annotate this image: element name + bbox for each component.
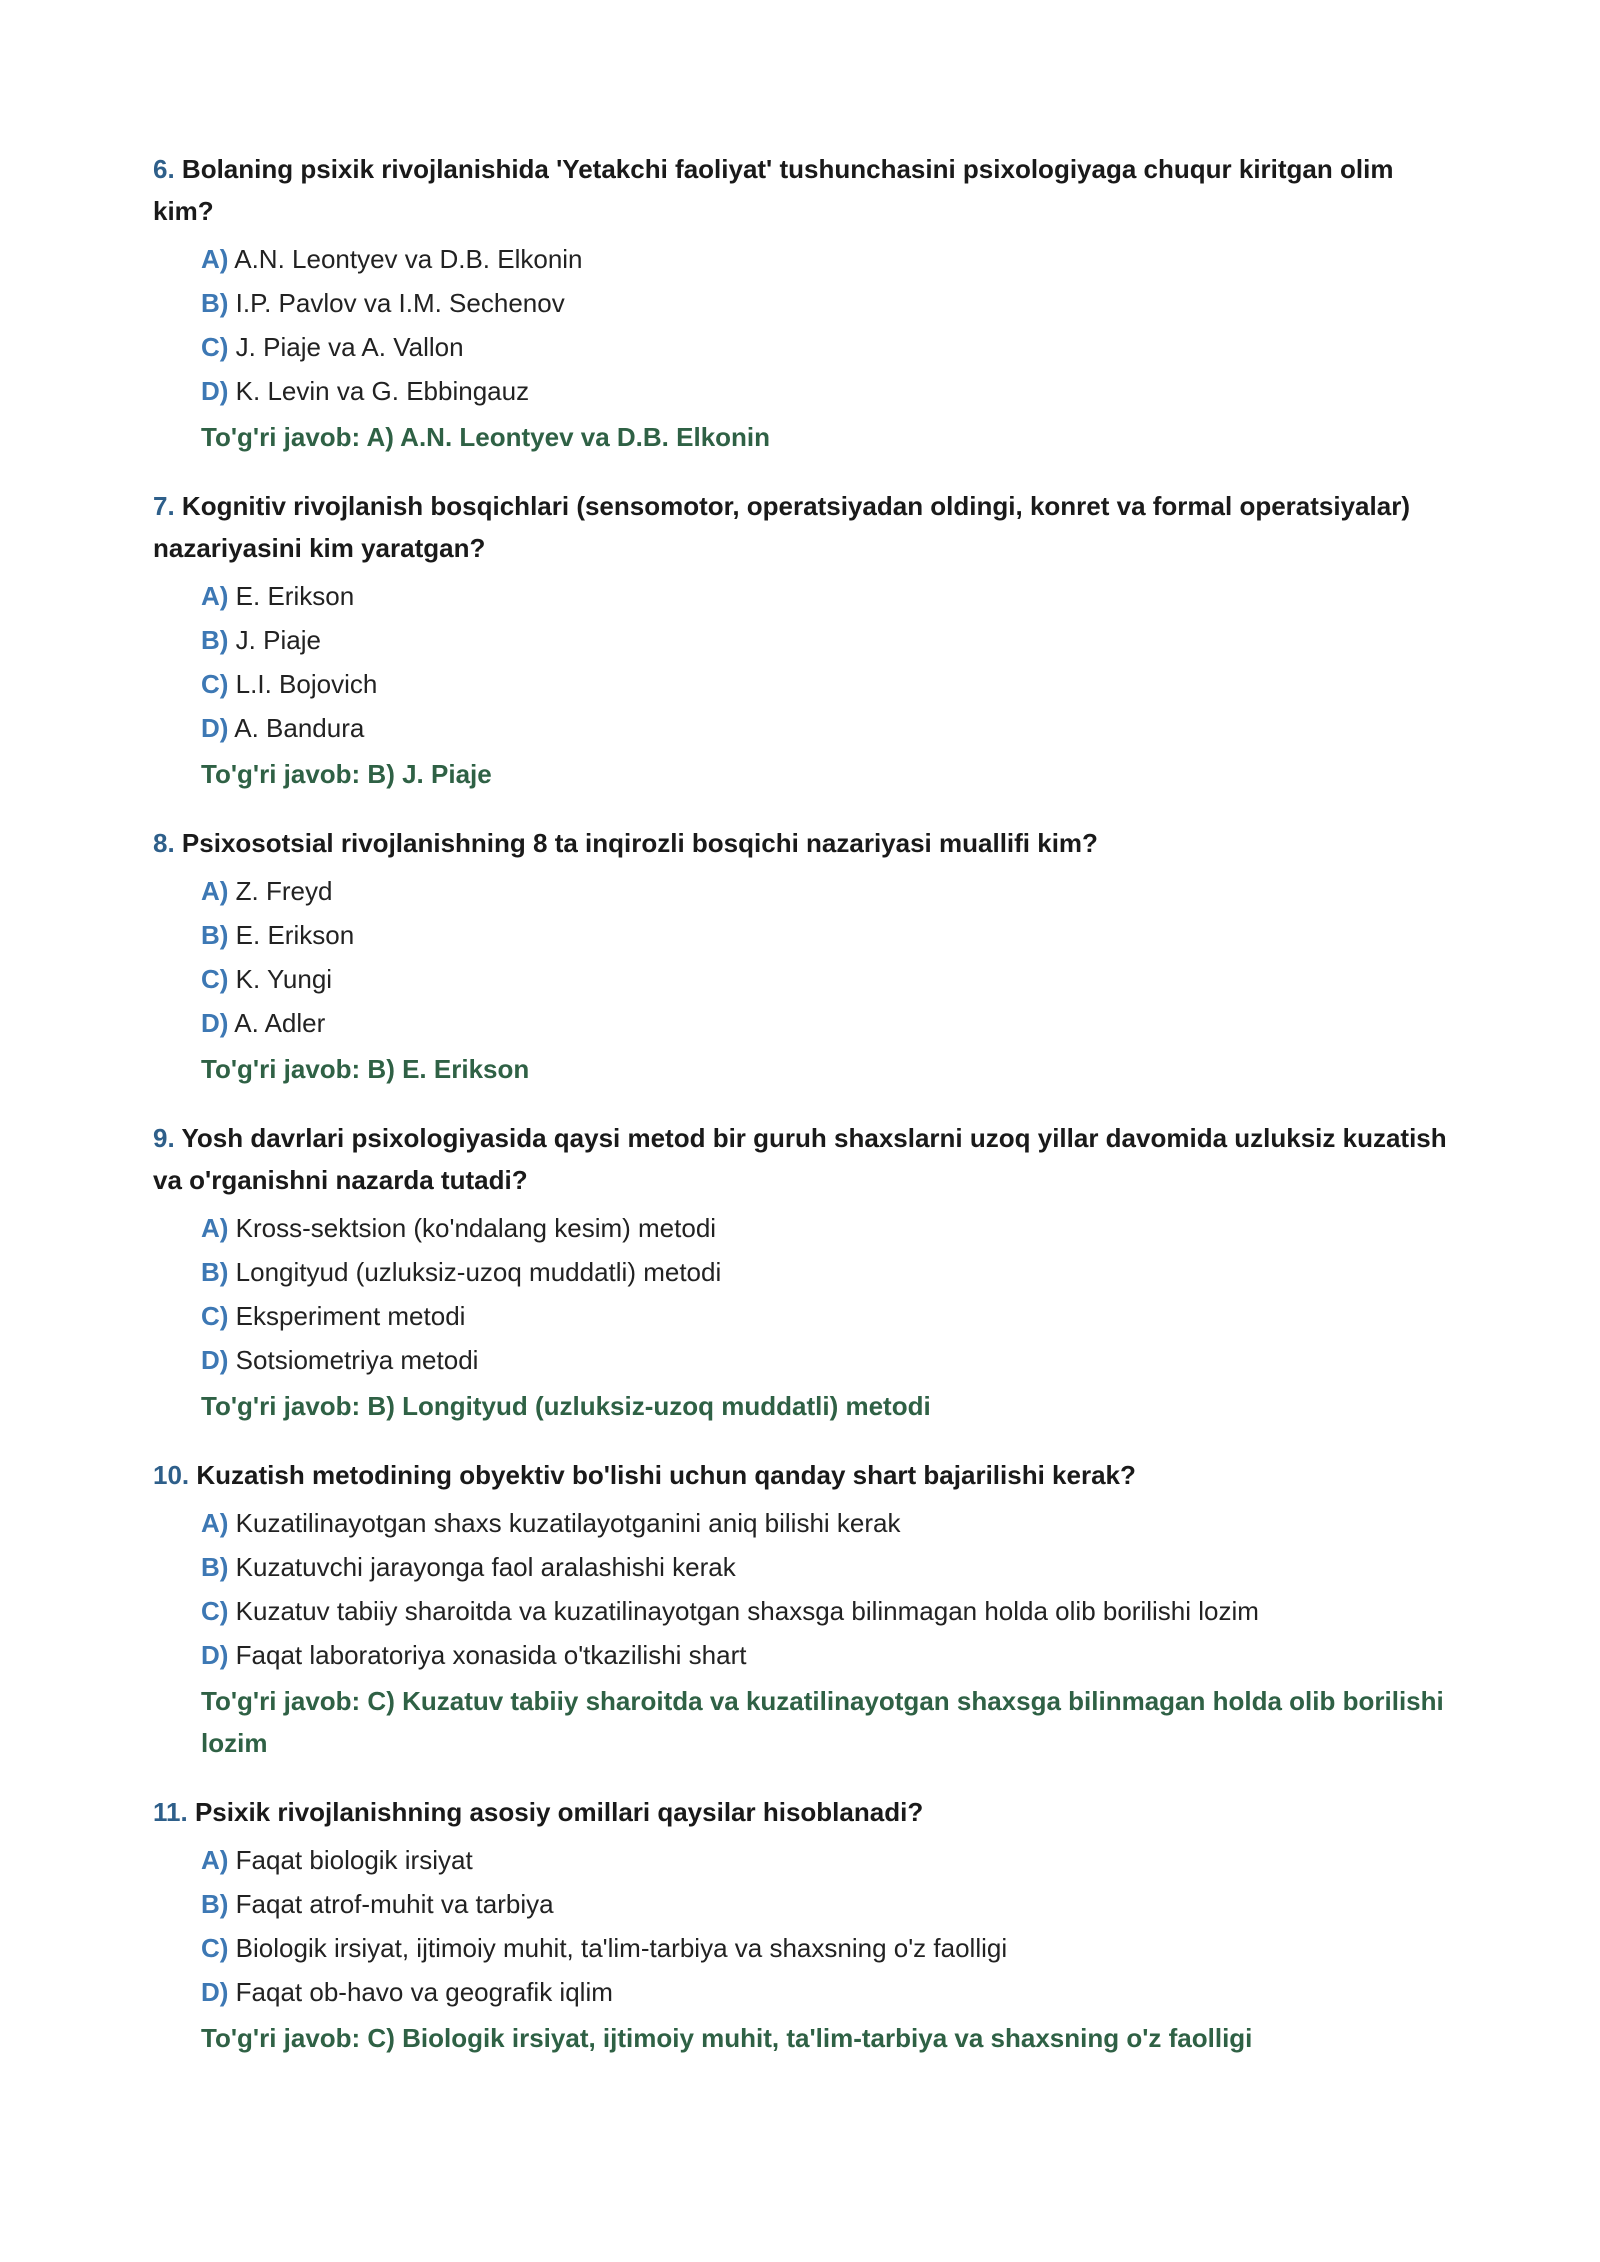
correct-answer: To'g'ri javob: C) Kuzatuv tabiiy sharoitda va kuzatilinayotgan shaxsga bilinmagan holda olib borilishi lozim (201, 1686, 1444, 1758)
option-letter: A) (201, 581, 229, 611)
option-text: Kuzatuv tabiiy sharoitda va kuzatilinayotgan shaxsga bilinmagan holda olib borilishi lozim (235, 1596, 1259, 1626)
question-body: Kuzatish metodining obyektiv bo'lishi uchun qanday shart bajarilishi kerak? (196, 1460, 1136, 1490)
option-text: Sotsiometriya metodi (235, 1345, 479, 1375)
option-letter: B) (201, 1257, 229, 1287)
question-number: 7. (153, 491, 175, 521)
option-letter: D) (201, 376, 229, 406)
correct-answer: To'g'ri javob: B) Longityud (uzluksiz-uzoq muddatli) metodi (201, 1391, 931, 1421)
option-letter: C) (201, 964, 229, 994)
option-text: K. Levin va G. Ebbingauz (235, 376, 530, 406)
option-text: Longityud (uzluksiz-uzoq muddatli) metodi (235, 1257, 722, 1287)
option-d (201, 1001, 1453, 1045)
option-letter: B) (201, 288, 229, 318)
question-number: 8. (153, 828, 175, 858)
option-text: Kross-sektsion (ko'ndalang kesim) metodi (235, 1213, 717, 1243)
option-letter: B) (201, 920, 229, 950)
question-number: 9. (153, 1123, 175, 1153)
options-list (153, 237, 1453, 413)
question-block (153, 1117, 1453, 1427)
option-b (201, 1545, 1453, 1589)
question-body: Yosh davrlari psixologiyasida qaysi metod bir guruh shaxslarni uzoq yillar davomida uzluksiz kuzatish va o'rganishni nazarda tutadi? (153, 1123, 1447, 1195)
option-b (201, 281, 1453, 325)
option-a (201, 237, 1453, 281)
question-text (153, 822, 1453, 864)
question-body: Psixik rivojlanishning asosiy omillari qaysilar hisoblanadi? (194, 1797, 924, 1827)
option-letter: C) (201, 1596, 229, 1626)
option-text: Kuzatuvchi jarayonga faol aralashishi kerak (235, 1552, 736, 1582)
question-text (153, 1117, 1453, 1201)
option-letter: C) (201, 332, 229, 362)
option-c (201, 325, 1453, 369)
question-body: Psixosotsial rivojlanishning 8 ta inqirozli bosqichi nazariyasi muallifi kim? (181, 828, 1098, 858)
option-a (201, 1501, 1453, 1545)
option-text: E. Erikson (235, 581, 355, 611)
option-letter: A) (201, 1508, 229, 1538)
option-b (201, 1250, 1453, 1294)
correct-answer: To'g'ri javob: A) A.N. Leontyev va D.B. Elkonin (201, 422, 771, 452)
option-d (201, 1338, 1453, 1382)
options-list (153, 1501, 1453, 1677)
question-block (153, 1791, 1453, 2059)
option-text: I.P. Pavlov va I.M. Sechenov (235, 288, 565, 318)
option-b (201, 913, 1453, 957)
option-c (201, 1589, 1453, 1633)
option-letter: B) (201, 1889, 229, 1919)
option-letter: A) (201, 1213, 229, 1243)
question-block (153, 822, 1453, 1090)
option-text: Kuzatilinayotgan shaxs kuzatilayotganini aniq bilishi kerak (235, 1508, 901, 1538)
option-text: Faqat biologik irsiyat (235, 1845, 473, 1875)
option-text: Faqat ob-havo va geografik iqlim (235, 1977, 613, 2007)
option-text: Biologik irsiyat, ijtimoiy muhit, ta'lim-tarbiya va shaxsning o'z faolligi (235, 1933, 1008, 1963)
option-text: Eksperiment metodi (235, 1301, 466, 1331)
option-text: K. Yungi (235, 964, 333, 994)
option-d (201, 706, 1453, 750)
option-letter: C) (201, 1933, 229, 1963)
option-text: Faqat laboratoriya xonasida o'tkazilishi shart (235, 1640, 747, 1670)
option-letter: A) (201, 244, 229, 274)
option-text: E. Erikson (235, 920, 355, 950)
option-letter: D) (201, 1008, 229, 1038)
option-text: Faqat atrof-muhit va tarbiya (235, 1889, 554, 1919)
option-letter: D) (201, 1977, 229, 2007)
correct-answer: To'g'ri javob: B) E. Erikson (201, 1054, 530, 1084)
option-a (201, 1838, 1453, 1882)
option-text: A. Adler (234, 1008, 326, 1038)
question-text (153, 1791, 1453, 1833)
option-letter: D) (201, 713, 229, 743)
option-d (201, 369, 1453, 413)
option-letter: A) (201, 1845, 229, 1875)
option-letter: B) (201, 625, 229, 655)
question-text (153, 485, 1453, 569)
correct-answer: To'g'ri javob: B) J. Piaje (201, 759, 492, 789)
option-text: Z. Freyd (235, 876, 333, 906)
option-c (201, 1926, 1453, 1970)
question-number: 6. (153, 154, 175, 184)
options-list (153, 1206, 1453, 1382)
option-d (201, 1633, 1453, 1677)
option-letter: C) (201, 669, 229, 699)
option-b (201, 618, 1453, 662)
options-list (153, 869, 1453, 1045)
correct-answer: To'g'ri javob: C) Biologik irsiyat, ijtimoiy muhit, ta'lim-tarbiya va shaxsning o'z faolligi (201, 2023, 1253, 2053)
question-block (153, 485, 1453, 795)
option-text: A.N. Leontyev va D.B. Elkonin (234, 244, 583, 274)
options-list (153, 1838, 1453, 2014)
option-text: J. Piaje (235, 625, 321, 655)
question-number: 10. (153, 1460, 190, 1490)
question-number: 11. (153, 1797, 188, 1827)
option-c (201, 662, 1453, 706)
option-b (201, 1882, 1453, 1926)
option-letter: C) (201, 1301, 229, 1331)
options-list (153, 574, 1453, 750)
option-text: A. Bandura (234, 713, 365, 743)
option-letter: B) (201, 1552, 229, 1582)
option-text: L.I. Bojovich (235, 669, 378, 699)
option-letter: D) (201, 1640, 229, 1670)
quiz-content (153, 148, 1453, 2086)
question-body: Kognitiv rivojlanish bosqichlari (sensomotor, operatsiyadan oldingi, konret va formal operatsiyalar) nazariyasini kim yaratgan? (153, 491, 1410, 563)
option-d (201, 1970, 1453, 2014)
question-text (153, 148, 1453, 232)
option-letter: D) (201, 1345, 229, 1375)
option-letter: A) (201, 876, 229, 906)
option-a (201, 869, 1453, 913)
question-text (153, 1454, 1453, 1496)
question-body: Bolaning psixik rivojlanishida 'Yetakchi faoliyat' tushunchasini psixologiyaga chuqur kiritgan olim kim? (153, 154, 1394, 226)
option-a (201, 574, 1453, 618)
option-c (201, 1294, 1453, 1338)
option-text: J. Piaje va A. Vallon (235, 332, 464, 362)
question-block (153, 148, 1453, 458)
question-block (153, 1454, 1453, 1764)
option-c (201, 957, 1453, 1001)
option-a (201, 1206, 1453, 1250)
